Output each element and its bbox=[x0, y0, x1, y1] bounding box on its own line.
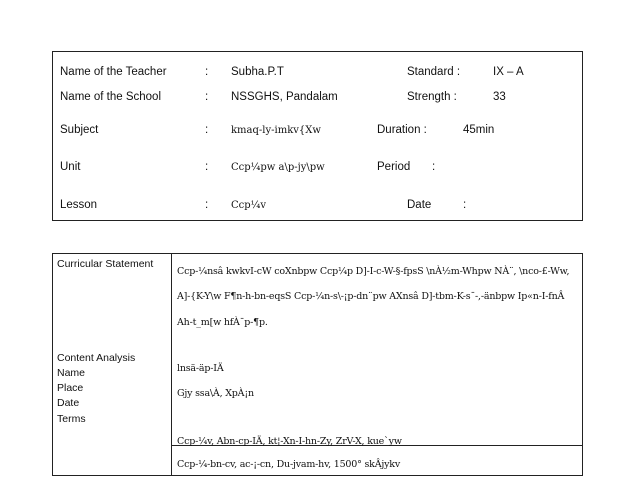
terms-label: Terms bbox=[57, 413, 86, 425]
lesson-plan-table bbox=[52, 253, 583, 476]
content-analysis-label: Content Analysis bbox=[57, 352, 136, 364]
column-divider bbox=[171, 254, 172, 475]
unit-value: Ccp¼pw a\p-jy\pw bbox=[231, 162, 325, 173]
subject-value: kmaq-ly-imkv{Xw bbox=[231, 125, 321, 136]
period-label: Period bbox=[377, 161, 411, 173]
terms-line: Ccp-¼v, Abn-cp-IÄ, kt¦-Xn-I-hn-Zy, ZrV-X, kue`yw bbox=[177, 436, 402, 447]
subject-label: Subject bbox=[60, 124, 99, 136]
school-label: Name of the School bbox=[60, 91, 162, 103]
lesson-label: Lesson bbox=[60, 199, 98, 211]
date-colon: : bbox=[463, 199, 467, 211]
standard-label: Standard : bbox=[407, 66, 461, 78]
place-value: Gjy ssa\À, XpÀ¡n bbox=[177, 388, 254, 399]
date-row-label: Date bbox=[57, 397, 80, 409]
terms-line: Ccp-¼-bn-cv, ac-¡-cn, Du-jvam-hv, 1500° skÂjykv bbox=[177, 459, 401, 470]
strength-value: 33 bbox=[493, 91, 506, 103]
standard-value: IX – A bbox=[493, 66, 524, 78]
school-value: NSSGHS, Pandalam bbox=[231, 91, 338, 103]
period-colon: : bbox=[432, 161, 436, 173]
duration-value: 45min bbox=[463, 124, 495, 136]
date-label: Date bbox=[407, 199, 432, 211]
unit-label: Unit bbox=[60, 161, 81, 173]
teacher-value: Subha.P.T bbox=[231, 66, 284, 78]
unit-colon: : bbox=[205, 161, 209, 173]
teacher-info-table bbox=[52, 51, 583, 221]
lesson-value: Ccp¼v bbox=[231, 200, 266, 211]
subject-colon: : bbox=[205, 124, 209, 136]
teacher-label: Name of the Teacher bbox=[60, 66, 167, 78]
curricular-line: Ccp-¼nsâ kwkvI-cW coXnbpw Ccp¼p D]-I-c-W-§-fpsS \nÀ½m-Whpw NÀ¨, \nco-£-Ww, bbox=[177, 266, 570, 277]
teacher-colon: : bbox=[205, 66, 209, 78]
name-value: lnsä-äp-IÄ bbox=[177, 363, 224, 374]
school-colon: : bbox=[205, 91, 209, 103]
curricular-line: Ah-t_m[w hfÀ¯p-¶p. bbox=[177, 317, 268, 328]
place-label: Place bbox=[57, 382, 84, 394]
name-label: Name bbox=[57, 367, 86, 379]
strength-label: Strength : bbox=[407, 91, 457, 103]
duration-label: Duration : bbox=[377, 124, 427, 136]
curricular-line: A]-{K-Y\w F¶n-h-bn-eqsS Ccp-¼n-s\-¡p-dn¨pw AXnsâ D]-tbm-K-s¯-,-änbpw Ip«n-I-fnÂ bbox=[177, 291, 565, 302]
curricular-statement-label: Curricular Statement bbox=[57, 258, 154, 270]
lesson-colon: : bbox=[205, 199, 209, 211]
